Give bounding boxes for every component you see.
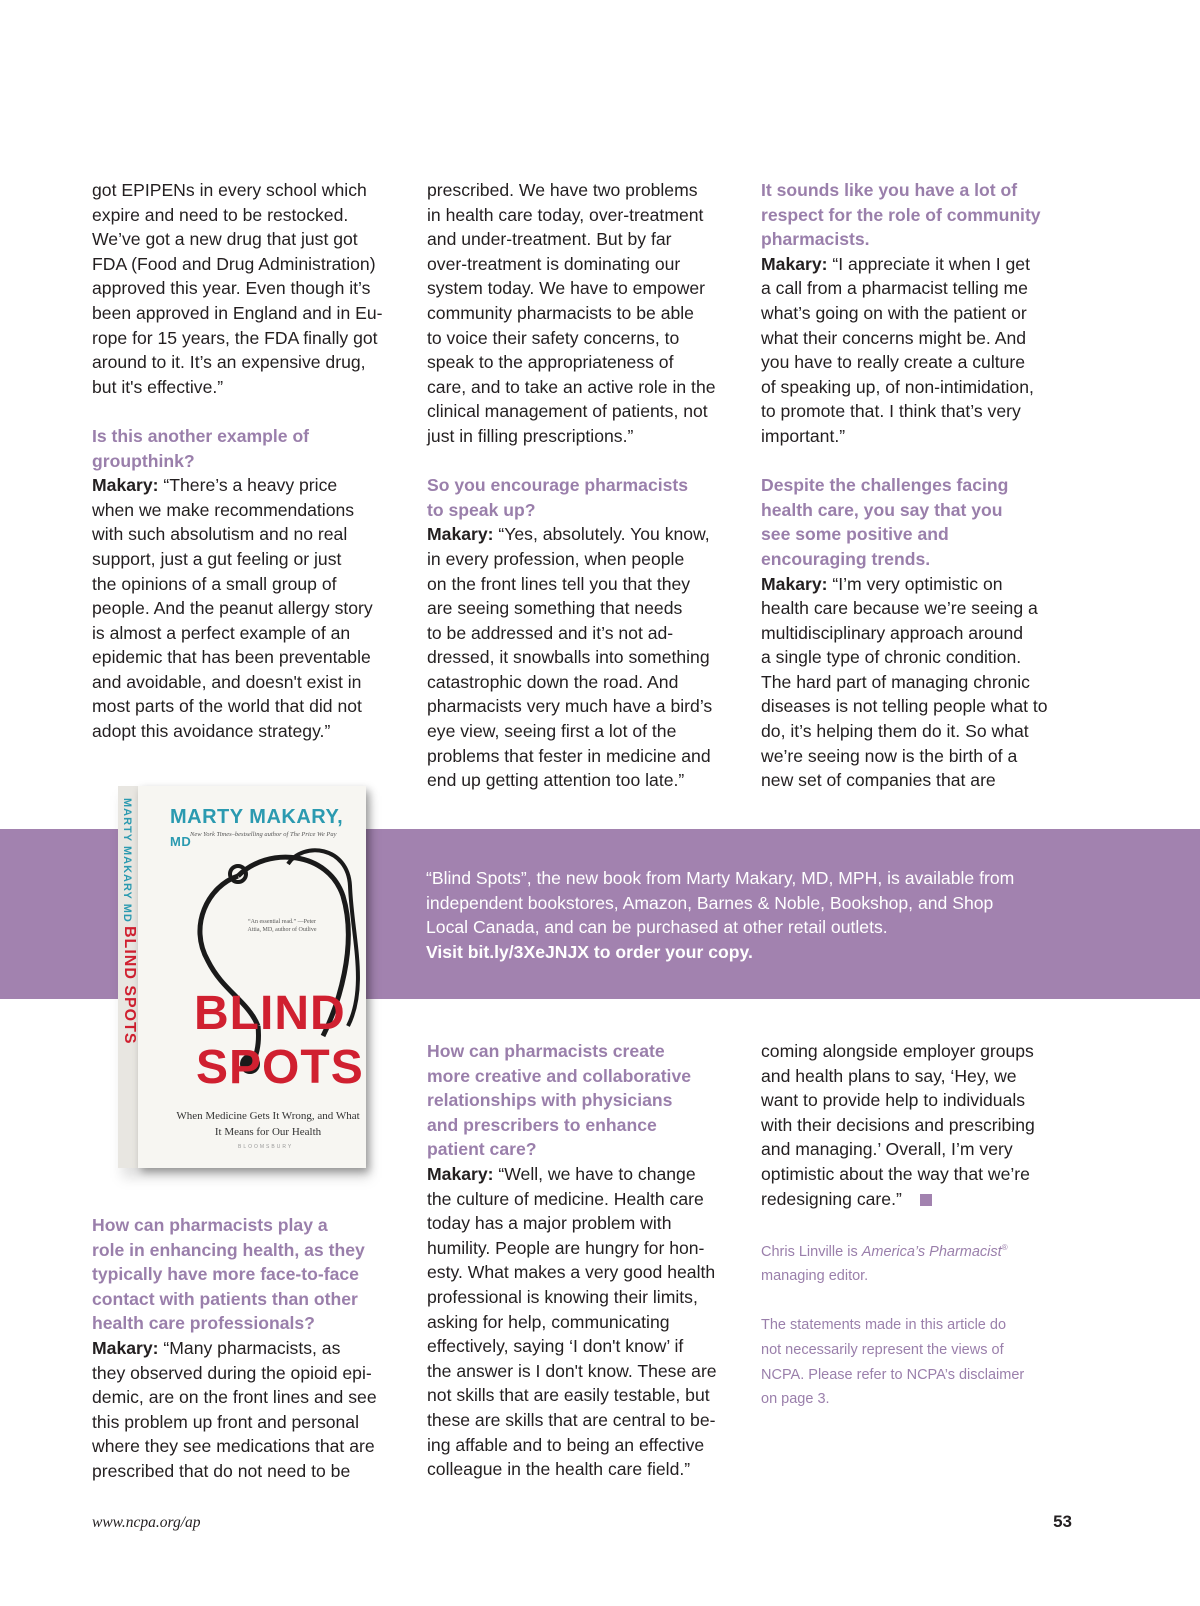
text-line: Is this another example of (92, 425, 310, 446)
question-groupthink (92, 424, 398, 473)
text-line: over-treatment is dominating our (427, 253, 681, 274)
book-quote: “An essential read.” —Peter Attia, MD, author of Outlive (247, 919, 317, 933)
text-line: in health care today, over-treatment (427, 204, 704, 225)
disclaimer (761, 1313, 1067, 1411)
column-3-bottom (761, 1039, 1067, 1412)
speaker-label: Makary: (761, 573, 828, 594)
text-line: How can pharmacists create (427, 1041, 665, 1061)
book-title-line-1: BLIND (194, 987, 346, 1040)
answer-text: “Yes, absolutely. You know, in every profession, when people on the front lines tell you that they are seeing something that needs to be addressed and it’s not ad- dressed, it snowballs into something catastrophic down the road. And pharmacists very much have a bird’s eye view, seeing first a lot of the problems that fester in medicine and end up getting attention too late.” (427, 524, 713, 791)
body-text: coming alongside employer groups and health plans to say, ‘Hey, we want to provide help to individuals with their decisions and prescribing and managing.’ Overall, I’m very optimistic about the way that we’re redesigning care.” (761, 1041, 1035, 1209)
text-line: community pharmacists to be able (427, 302, 694, 323)
column-1-bottom (92, 1213, 398, 1484)
text-line: care, and to take an active role in the (427, 376, 716, 397)
text-line: independent bookstores, Amazon, Barnes & Noble, Bookshop, and Shop (426, 892, 994, 913)
text-line: NCPA. Please refer to NCPA’s disclaimer (761, 1366, 1025, 1383)
answer-respect (761, 252, 1067, 449)
text-line: “Blind Spots”, the new book from Marty Makary, MD, MPH, is available from (426, 868, 1015, 888)
text-line: to voice their safety concerns, to (427, 327, 680, 348)
spine-author: MARTY MAKARY MD (121, 798, 133, 923)
text-line: Local Canada, and can be purchased at other retail outlets. (426, 917, 888, 938)
text-line: clinical management of patients, not (427, 401, 708, 422)
text-line: not necessarily represent the views of (761, 1341, 1004, 1358)
body-text (427, 178, 733, 449)
question-speak-up (427, 473, 733, 522)
speaker-label: Makary: (761, 253, 828, 274)
text-line: The statements made in this article do (761, 1317, 1007, 1334)
speaker-label: Makary: (427, 524, 494, 545)
answer-text: “Many pharmacists, as they observed during the opioid epi- demic, are on the front lines and see this problem up front and personal where they see medications that are prescribed that do not need to be (92, 1337, 377, 1481)
column-2-bottom (427, 1039, 733, 1482)
speaker-label: Makary: (92, 475, 159, 496)
page-number: 53 (1053, 1512, 1072, 1531)
text-line: We’ve got a new drug that just got (92, 229, 358, 250)
speaker-label: Makary: (427, 1163, 494, 1184)
text-line: typically have more face-to-face (92, 1264, 359, 1285)
answer-collaborative (427, 1162, 733, 1482)
text-line: How can pharmacists play a (92, 1215, 328, 1235)
answer-speak-up (427, 522, 733, 793)
text-line: rope for 15 years, the FDA finally got (92, 327, 378, 348)
text-line: prescribed. We have two problems (427, 180, 698, 200)
text-line: It sounds like you have a lot of (761, 180, 1018, 200)
text-line: respect for the role of community (761, 204, 1041, 225)
book-spine (118, 786, 138, 1168)
text-line: just in filling prescriptions.” (427, 425, 634, 446)
promo-text (426, 866, 1086, 964)
text-line: system today. We have to empower (427, 278, 706, 299)
answer-text: “There’s a heavy price when we make recommendations with such absolutism and no real support, just a gut feeling or just the opinions of a small group of people. And the peanut allergy story is almost a perfect example of an epidemic that has been preventable and avoidable, and doesn't exist in most parts of the world that did not adopt this avoidance strategy.” (92, 475, 373, 742)
text-line: got EPIPENs in every school which (92, 180, 367, 200)
text-line: contact with patients than other (92, 1288, 358, 1309)
text-line: groupthink? (92, 450, 195, 471)
book-cover (118, 786, 366, 1168)
promo-link[interactable]: Visit bit.ly/3XeJNJX to order your copy. (426, 941, 753, 962)
text-line: health care professionals? (92, 1313, 315, 1334)
text-line: on page 3. (761, 1391, 830, 1408)
question-trends (761, 473, 1067, 571)
author-bio: Chris Linville is America’s Pharmacist® managing editor. (761, 1242, 1008, 1285)
text-line: patient care? (427, 1139, 537, 1160)
text-line: around to it. It’s an expensive drug, (92, 352, 366, 373)
text-line: So you encourage pharmacists (427, 475, 689, 496)
end-mark-icon (920, 1194, 932, 1206)
answer-text: “I appreciate it when I get a call from a pharmacist telling me what’s going on with the patient or what their concerns might be. And you have to really create a culture of speaking up, of non-intimidation, to promote that. I think that’s very important.” (761, 253, 1034, 446)
book-title-line-2: SPOTS (196, 1041, 364, 1094)
speaker-label: Makary: (92, 1337, 159, 1358)
answer-groupthink (92, 473, 398, 744)
footer-url[interactable]: www.ncpa.org/ap (92, 1514, 201, 1531)
text-line: and prescribers to enhance (427, 1114, 657, 1135)
text-line: speak to the appropriateness of (427, 352, 674, 373)
text-line: been approved in England and in Eu- (92, 302, 383, 323)
book-author: MARTY MAKARY, MD (170, 806, 344, 849)
body-text (92, 178, 398, 399)
question-collaborative (427, 1039, 733, 1162)
text-line: encouraging trends. (761, 548, 931, 569)
answer-text: “I’m very optimistic on health care because we’re seeing a multidisciplinary approach around a single type of chronic condition. The hard part of managing chronic diseases is not telling people what to do, it’s helping them do it. So what we’re seeing now is the birth of a new set of companies that are (761, 573, 1048, 791)
text-line: pharmacists. (761, 229, 870, 250)
text-line: Despite the challenges facing (761, 475, 1009, 496)
question-respect (761, 178, 1067, 252)
text-line: to speak up? (427, 499, 536, 520)
text-line: role in enhancing health, as they (92, 1239, 365, 1260)
promo-body (426, 866, 1086, 940)
text-line: expire and need to be restocked. (92, 204, 349, 225)
text-line: and under-treatment. But by far (427, 229, 672, 250)
text-line: more creative and collaborative (427, 1065, 692, 1086)
answer-enhancing-health (92, 1336, 398, 1484)
question-enhancing-health (92, 1213, 398, 1336)
column-1-top (92, 178, 398, 744)
book-front (138, 786, 366, 1168)
book-subtitle: When Medicine Gets It Wrong, and What It Means for Our Health (176, 1110, 360, 1138)
text-line: relationships with physicians (427, 1090, 673, 1111)
column-3-top (761, 178, 1067, 793)
book-tagline: New York Times–bestselling author of The Price We Pay (190, 831, 337, 838)
book-publisher: BLOOMSBURY (238, 1144, 294, 1150)
text-line: approved this year. Even though it’s (92, 278, 371, 299)
text-line: FDA (Food and Drug Administration) (92, 253, 376, 274)
text-line: health care, you say that you (761, 499, 1003, 520)
spine-title: BLIND SPOTS (121, 926, 138, 1045)
column-2-top (427, 178, 733, 793)
text-line: see some positive and (761, 524, 949, 545)
answer-trends (761, 572, 1067, 793)
answer-text: “Well, we have to change the culture of medicine. Health care today has a major problem with humility. People are hungry for hon- esty. What makes a very good health professional is knowing their limits, asking for help, communicating effectively, saying ‘I don't know’ if the answer is I don't know. These are not skills that are easily testable, but these are skills that are central to be- ing affable and to being an effective colleague in the health care field.” (427, 1163, 717, 1480)
text-line: but it's effective.” (92, 376, 224, 397)
